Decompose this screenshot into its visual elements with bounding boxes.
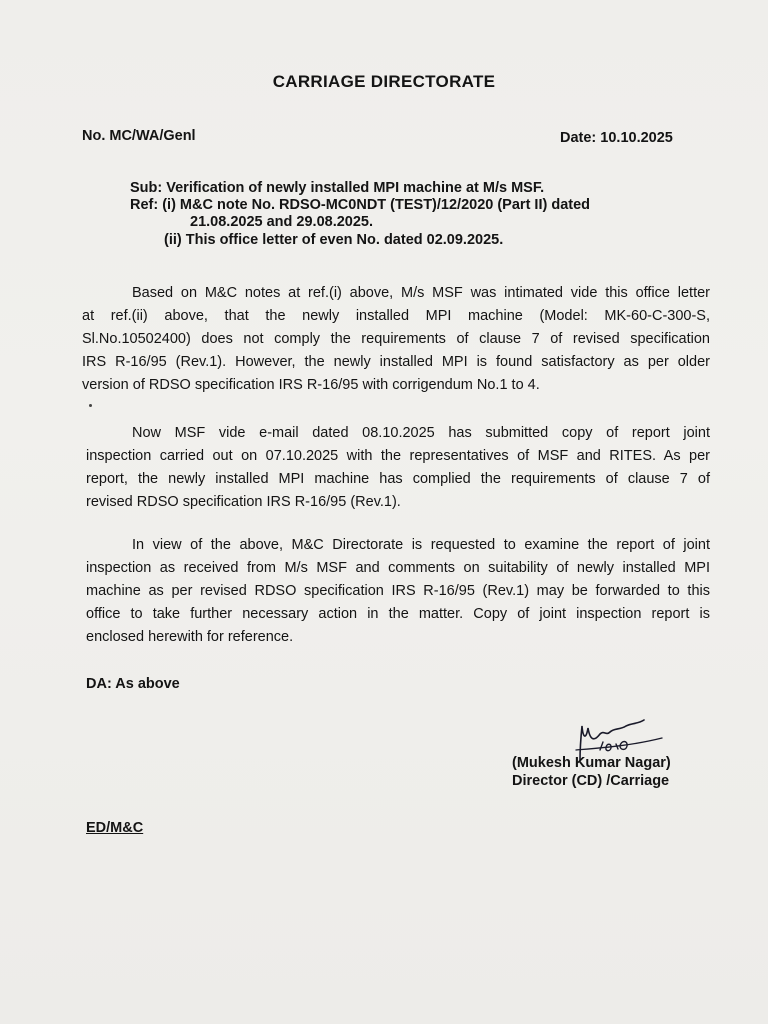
- paragraph-line: Now MSF vide e-mail dated 08.10.2025 has submitted copy of report joint: [132, 425, 710, 441]
- signatory-designation: Director (CD) /Carriage: [512, 773, 670, 789]
- paragraph-line: enclosed herewith for reference.: [86, 629, 294, 645]
- paragraph-line: revised RDSO specification IRS R-16/95 (Rev.1).: [86, 494, 401, 510]
- paragraph-line: Sl.No.10502400) does not comply the requirements of clause 7 of revised specification: [82, 331, 710, 347]
- paragraph-line: report, the newly installed MPI machine has complied the requirements of clause 7 of: [86, 471, 710, 487]
- body-paragraph-1: [82, 282, 710, 397]
- paragraph-line: office to take further necessary action in the matter. Copy of joint inspection report is: [86, 606, 710, 622]
- signatory-name: (Mukesh Kumar Nagar): [512, 755, 671, 771]
- paragraph-line: In view of the above, M&C Directorate is requested to examine the report of joint: [132, 537, 710, 553]
- paragraph-line: inspection carried out on 07.10.2025 with the representatives of MSF and RITES. As per: [86, 448, 710, 464]
- reference-1-continuation: 21.08.2025 and 29.08.2025.: [190, 214, 374, 230]
- letter-date: Date: 10.10.2025: [560, 130, 673, 146]
- paragraph-line: Based on M&C notes at ref.(i) above, M/s MSF was intimated vide this office letter: [132, 285, 710, 301]
- addressee: ED/M&C: [86, 820, 144, 836]
- paragraph-line: at ref.(ii) above, that the newly installed MPI machine (Model: MK-60-C-300-S,: [82, 308, 710, 324]
- reference-1: Ref: (i) M&C note No. RDSO-MC0NDT (TEST)/12/2020 (Part II) dated: [130, 197, 591, 213]
- subject-line: Sub: Verification of newly installed MPI machine at M/s MSF.: [130, 180, 545, 196]
- paragraph-line: inspection as received from M/s MSF and comments on suitability of newly installed MPI: [86, 560, 710, 576]
- paragraph-line: version of RDSO specification IRS R-16/95 with corrigendum No.1 to 4.: [82, 377, 540, 393]
- stray-mark: [89, 404, 92, 407]
- enclosure-note: DA: As above: [86, 676, 180, 692]
- reference-2: (ii) This office letter of even No. dated 02.09.2025.: [164, 232, 504, 248]
- body-paragraph-3: [86, 534, 710, 649]
- paragraph-line: IRS R-16/95 (Rev.1). However, the newly installed MPI is found satisfactory as per older: [82, 354, 710, 370]
- letter-heading: CARRIAGE DIRECTORATE: [272, 72, 496, 91]
- paragraph-line: machine as per revised RDSO specification IRS R-16/95 (Rev.1) may be forwarded to this: [86, 583, 710, 599]
- reference-number: No. MC/WA/Genl: [82, 128, 196, 144]
- body-paragraph-2: [86, 422, 710, 514]
